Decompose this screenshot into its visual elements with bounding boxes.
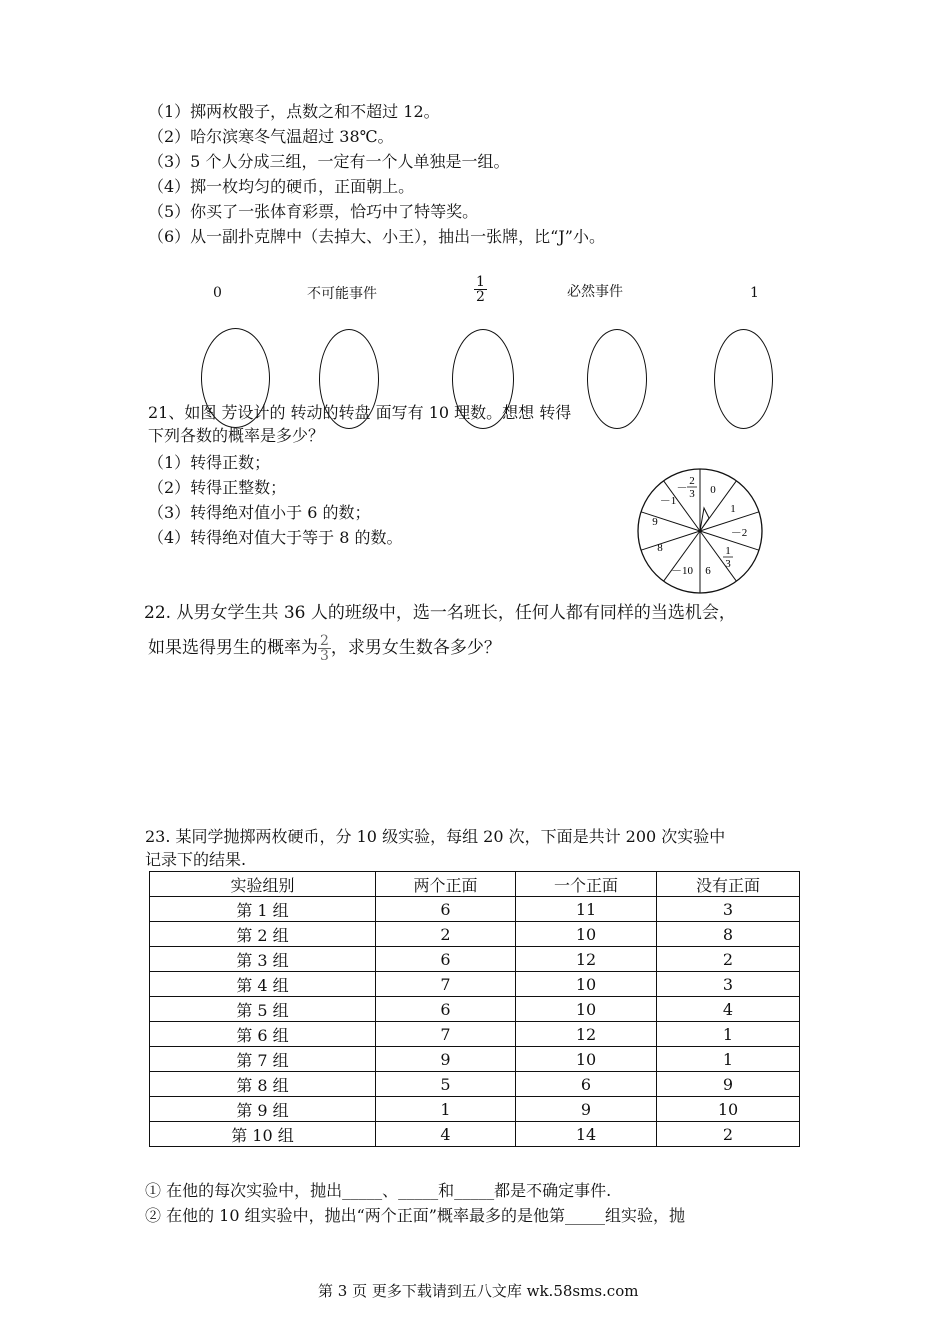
q23-line2: 记录下的结果. xyxy=(145,850,247,869)
table-cell: 3 xyxy=(657,897,800,922)
pointer-icon xyxy=(700,508,709,531)
wheel-label-0: 0 xyxy=(710,484,716,496)
table-cell: 6 xyxy=(376,897,516,922)
q23-sub1: ① 在他的每次实验中，抛出_____、_____和_____都是不确定事件. xyxy=(145,1181,612,1200)
table-cell: 1 xyxy=(657,1047,800,1072)
table-cell: 12 xyxy=(516,1022,657,1047)
wheel-label-2: －2 xyxy=(730,527,748,539)
answer-ellipse-2[interactable] xyxy=(319,329,379,429)
table-cell: 10 xyxy=(516,922,657,947)
table-cell: 12 xyxy=(516,947,657,972)
table-row xyxy=(150,922,800,947)
scale-certain: 必然事件 xyxy=(567,284,623,300)
wheel-label-3 xyxy=(723,545,733,570)
q20-item-3: （3）5 个人分成三组，一定有一个人单独是一组。 xyxy=(148,152,510,171)
scale-half-den: 2 xyxy=(476,289,485,305)
table-cell: 第 4 组 xyxy=(150,972,376,997)
table-row xyxy=(150,1072,800,1097)
scale-impossible: 不可能事件 xyxy=(307,286,377,302)
q22-frac-num: 2 xyxy=(320,633,329,649)
table-cell: 第 8 组 xyxy=(150,1072,376,1097)
q21-line1: 21、如图 芳设计的 转动的转盘 面写有 10 理数。想想 转得 xyxy=(148,403,572,422)
spinner-wheel xyxy=(635,466,765,596)
q20-item-5: （5）你买了一张体育彩票，恰巧中了特等奖。 xyxy=(148,202,479,221)
col-header: 一个正面 xyxy=(516,872,657,897)
table-cell: 10 xyxy=(516,1047,657,1072)
q22-line2 xyxy=(148,634,501,663)
q21-item-2: （2）转得正整数； xyxy=(148,478,287,497)
table-cell: 2 xyxy=(376,922,516,947)
wheel-label-6: 8 xyxy=(657,542,663,554)
q21-item-4: （4）转得绝对值大于等于 8 的数。 xyxy=(148,528,403,547)
table-cell: 2 xyxy=(657,1122,800,1147)
table-row xyxy=(150,1047,800,1072)
wheel-label-4: 6 xyxy=(705,565,711,577)
table-cell: 第 1 组 xyxy=(150,897,376,922)
table-row xyxy=(150,947,800,972)
wheel-label-7: 9 xyxy=(652,516,658,528)
table-row xyxy=(150,1022,800,1047)
table-cell: 7 xyxy=(376,972,516,997)
table-cell: 6 xyxy=(516,1072,657,1097)
table-cell: 第 7 组 xyxy=(150,1047,376,1072)
q23-sub2: ② 在他的 10 组实验中，抛出“两个正面”概率最多的是他第_____组实验，抛 xyxy=(145,1206,685,1225)
results-table xyxy=(149,871,800,1147)
scale-one: 1 xyxy=(750,285,759,301)
q22-line2-before: 如果选得男生的概率为 xyxy=(148,638,318,658)
svg-text:2: 2 xyxy=(689,475,695,487)
table-cell: 4 xyxy=(657,997,800,1022)
q21-line2: 下列各数的概率是多少？ xyxy=(148,426,325,445)
table-cell: 4 xyxy=(376,1122,516,1147)
table-cell: 6 xyxy=(376,997,516,1022)
table-cell: 第 6 组 xyxy=(150,1022,376,1047)
scale-half-num: 1 xyxy=(476,274,485,290)
col-header: 实验组别 xyxy=(150,872,376,897)
q20-item-2: （2）哈尔滨寒冬气温超过 38℃。 xyxy=(148,127,394,146)
table-row xyxy=(150,1097,800,1122)
table-cell: 9 xyxy=(376,1047,516,1072)
table-cell: 7 xyxy=(376,1022,516,1047)
q22-frac-den: 3 xyxy=(320,648,329,664)
table-cell: 9 xyxy=(657,1072,800,1097)
table-cell: 10 xyxy=(516,972,657,997)
table-cell: 11 xyxy=(516,897,657,922)
scale-half xyxy=(474,275,487,304)
svg-text:－: － xyxy=(676,482,688,494)
table-header-row xyxy=(150,872,800,897)
table-cell: 第 9 组 xyxy=(150,1097,376,1122)
table-cell: 10 xyxy=(657,1097,800,1122)
table-cell: 3 xyxy=(657,972,800,997)
scale-half-fraction xyxy=(474,275,487,304)
table-cell: 14 xyxy=(516,1122,657,1147)
q22-line1: 22. 从男女学生共 36 人的班级中，选一名班长，任何人都有同样的当选机会， xyxy=(144,603,736,623)
table-cell: 9 xyxy=(516,1097,657,1122)
svg-text:3: 3 xyxy=(689,488,695,500)
q20-item-6: （6）从一副扑克牌中（去掉大、小王），抽出一张牌，比“J”小。 xyxy=(148,227,605,246)
answer-ellipse-5[interactable] xyxy=(714,329,773,429)
answer-ellipse-1[interactable] xyxy=(201,328,270,428)
table-cell: 10 xyxy=(516,997,657,1022)
table-row xyxy=(150,897,800,922)
wheel-label-8: －1 xyxy=(659,495,677,507)
col-header: 没有正面 xyxy=(657,872,800,897)
page-footer: 第 3 页 更多下载请到五八文库 wk.58sms.com xyxy=(318,1282,639,1300)
q20-item-4: （4）掷一枚均匀的硬币，正面朝上。 xyxy=(148,177,415,196)
table-cell: 1 xyxy=(376,1097,516,1122)
table-cell: 5 xyxy=(376,1072,516,1097)
table-cell: 2 xyxy=(657,947,800,972)
table-cell: 第 2 组 xyxy=(150,922,376,947)
wheel-label-9 xyxy=(677,475,698,500)
q22-line2-after: ，求男女生数各多少？ xyxy=(330,638,501,658)
answer-ellipse-4[interactable] xyxy=(587,329,647,429)
svg-text:1: 1 xyxy=(725,545,731,557)
q21-item-1: （1）转得正数； xyxy=(148,453,271,472)
q23-line1: 23. 某同学抛掷两枚硬币，分 10 级实验，每组 20 次，下面是共计 200 次实验中 xyxy=(145,827,726,846)
table-cell: 6 xyxy=(376,947,516,972)
scale-zero: 0 xyxy=(213,285,222,301)
table-cell: 8 xyxy=(657,922,800,947)
table-cell: 第 3 组 xyxy=(150,947,376,972)
q20-item-1: （1）掷两枚骰子，点数之和不超过 12。 xyxy=(148,102,440,121)
table-row xyxy=(150,997,800,1022)
wheel-label-5: －10 xyxy=(671,565,693,577)
table-cell: 第 5 组 xyxy=(150,997,376,1022)
col-header: 两个正面 xyxy=(376,872,516,897)
q21-item-3: （3）转得绝对值小于 6 的数； xyxy=(148,503,371,522)
svg-text:3: 3 xyxy=(725,558,731,570)
table-row xyxy=(150,972,800,997)
wheel-label-1: 1 xyxy=(730,503,736,515)
table-row xyxy=(150,1122,800,1147)
table-cell: 第 10 组 xyxy=(150,1122,376,1147)
table-cell: 1 xyxy=(657,1022,800,1047)
answer-ellipse-3[interactable] xyxy=(452,329,514,429)
q22-fraction xyxy=(318,634,331,663)
